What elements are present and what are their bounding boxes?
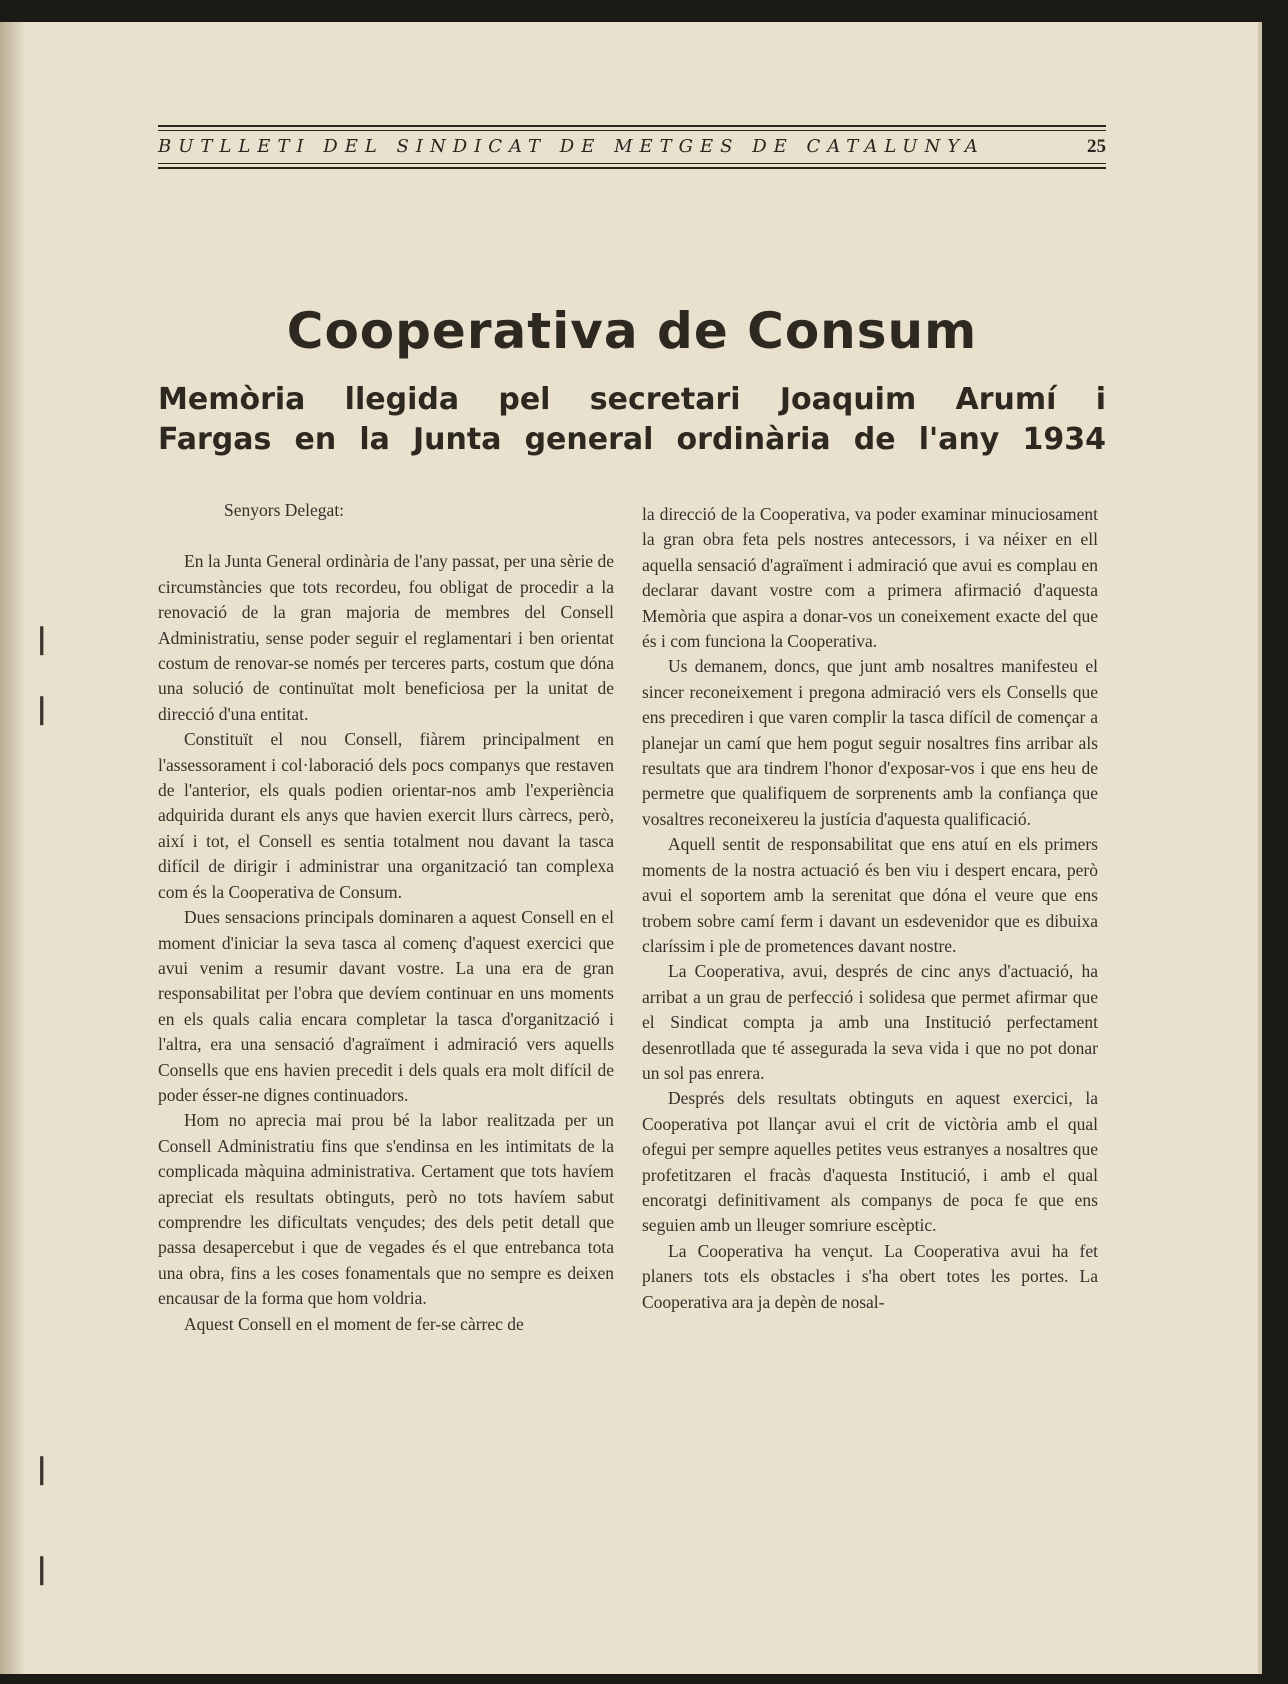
paragraph: Aquell sentit de responsabilitat que ens atuí en els primers moments de la nostra actuació és ben viu i despert encara, però avui el soportem amb la serenitat que dóna el veure que ens trobem sobre camí ferm i davant un esdevenidor que es dibuixa claríssim i ple de prometences davant nostre. bbox=[642, 834, 1098, 956]
left-column bbox=[158, 498, 614, 1337]
margin-mark: ❘ bbox=[30, 694, 54, 725]
page-number: 25 bbox=[1087, 136, 1106, 157]
paragraph: Us demanem, doncs, que junt amb nosaltres manifesteu el sincer reconeixement i pregona admiració vers els Consells que ens precediren i que varen complir la tasca difícil de començar a planejar un camí que hem pogut seguir nosaltres fins arribar als resultats que ara tindrem l'honor d'exposar-vos i que ens heu de permetre que qualifiquem de sorprenents amb la confiança que vosaltres reconeixereu la justícia d'aquesta qualificació. bbox=[642, 656, 1098, 829]
subtitle-line-2: Fargas en la Junta general ordinària de l'any 1934 bbox=[158, 422, 1106, 457]
paragraph: Hom no aprecia mai prou bé la labor realitzada per un Consell Administratiu fins que s'endinsa en les intimitats de la complicada màquina administrativa. Certament que tots havíem apreciat els resultats obtinguts, però no tots havíem sabut comprendre les dificultats vençudes; des dels petit detall que passa desapercebut i que de vegades és el que entrebanca tota una obra, fins a les coses fonamentals que no sempre es deixen encausar de la forma que hom voldria. bbox=[158, 1110, 614, 1309]
paragraph: La Cooperativa ha vençut. La Cooperativa avui ha fet planers tots els obstacles i s'ha obert totes les portes. La Cooperativa ara ja depèn de nosal- bbox=[642, 1240, 1098, 1312]
paragraph: En la Junta General ordinària de l'any passat, per una sèrie de circumstàncies que tots recordeu, fou obligat de procedir a la renovació de la gran majoria de membres del Consell Administratiu, sense poder seguir el reglamentari i ben orientat costum de renovar-se només per terceres parts, costum que dóna una solució de continuïtat molt beneficiosa per la unitat de direcció d'una entitat. bbox=[158, 551, 614, 724]
article-title: Cooperativa de Consum bbox=[286, 302, 978, 360]
margin-mark: ❘ bbox=[30, 624, 54, 655]
paragraph: La Cooperativa, avui, després de cinc anys d'actuació, ha arribat a un grau de perfecció i solidesa que permet afirmar que el Sindicat compta ja amb una Institució perfectament desenrotllada que té assegurada la seva vida i que no pot donar un sol pas enrera. bbox=[642, 961, 1098, 1083]
paragraph: Després dels resultats obtinguts en aquest exercici, la Cooperativa pot llançar avui el crit de victòria amb el qual ofegui per sempre aquelles petites veus estranyes a nosaltres que profetitzaren el fracàs d'aquesta Institució, i amb el qual encoratgi definitivament als companys de poca fe que ens seguien amb un lleuger somriure escèptic. bbox=[642, 1088, 1098, 1236]
page-gutter-shadow bbox=[0, 22, 26, 1674]
salutation: Senyors Delegat: bbox=[224, 500, 345, 520]
book-page bbox=[0, 22, 1262, 1674]
right-column bbox=[642, 502, 1098, 1315]
subtitle-line-1: Memòria llegida pel secretari Joaquim Arumí i bbox=[158, 382, 1106, 417]
header-rule-bottom-thin bbox=[158, 163, 1106, 164]
journal-title: BUTLLETI DEL SINDICAT DE METGES DE CATALUNYA bbox=[158, 136, 985, 157]
running-header bbox=[158, 122, 1106, 172]
margin-mark: ❘ bbox=[30, 1554, 54, 1585]
header-rule-bottom bbox=[158, 167, 1106, 169]
header-row bbox=[158, 134, 1106, 160]
paragraph: Dues sensacions principals dominaren a aquest Consell en el moment d'iniciar la seva tasca al començ d'aquest exercici que avui venim a resumir davant vostre. La una era de gran responsabilitat per l'obra que devíem continuar en uns moments en els quals calia encara completar la tasca d'organització i l'altra, era una sensació d'agraïment i admiració vers aquells Consells que ens havien precedit i dels quals era molt difícil de poder ésser-ne dignes continuadors. bbox=[158, 907, 614, 1105]
article-subtitle bbox=[158, 380, 1106, 460]
header-rule-top-thin bbox=[158, 130, 1106, 131]
margin-mark: ❘ bbox=[30, 1454, 54, 1485]
paragraph: Constituït el nou Consell, fiàrem principalment en l'assessorament i col·laboració dels pocs companys que restaven de l'anterior, els quals podien orientar-nos amb l'experiència adquirida durant els anys que havien exercit llurs càrrecs, però, així i tot, el Consell es sentia totalment nou davant la tasca difícil de dirigir i administrar una organització tan complexa com és la Cooperativa de Consum. bbox=[158, 729, 614, 902]
paragraph-continued: la direcció de la Cooperativa, va poder examinar minuciosament la gran obra feta pels nostres antecessors, i va néixer en ell aquella sensació d'agraïment i admiració que avui es complau en declarar davant vostre com a primera afirmació d'aquesta Memòria que aspira a donar-vos un coneixement exacte del que és i com funciona la Cooperativa. bbox=[642, 504, 1098, 652]
header-rule-top bbox=[158, 125, 1106, 127]
paragraph: Aquest Consell en el moment de fer-se càrrec de bbox=[184, 1313, 524, 1334]
